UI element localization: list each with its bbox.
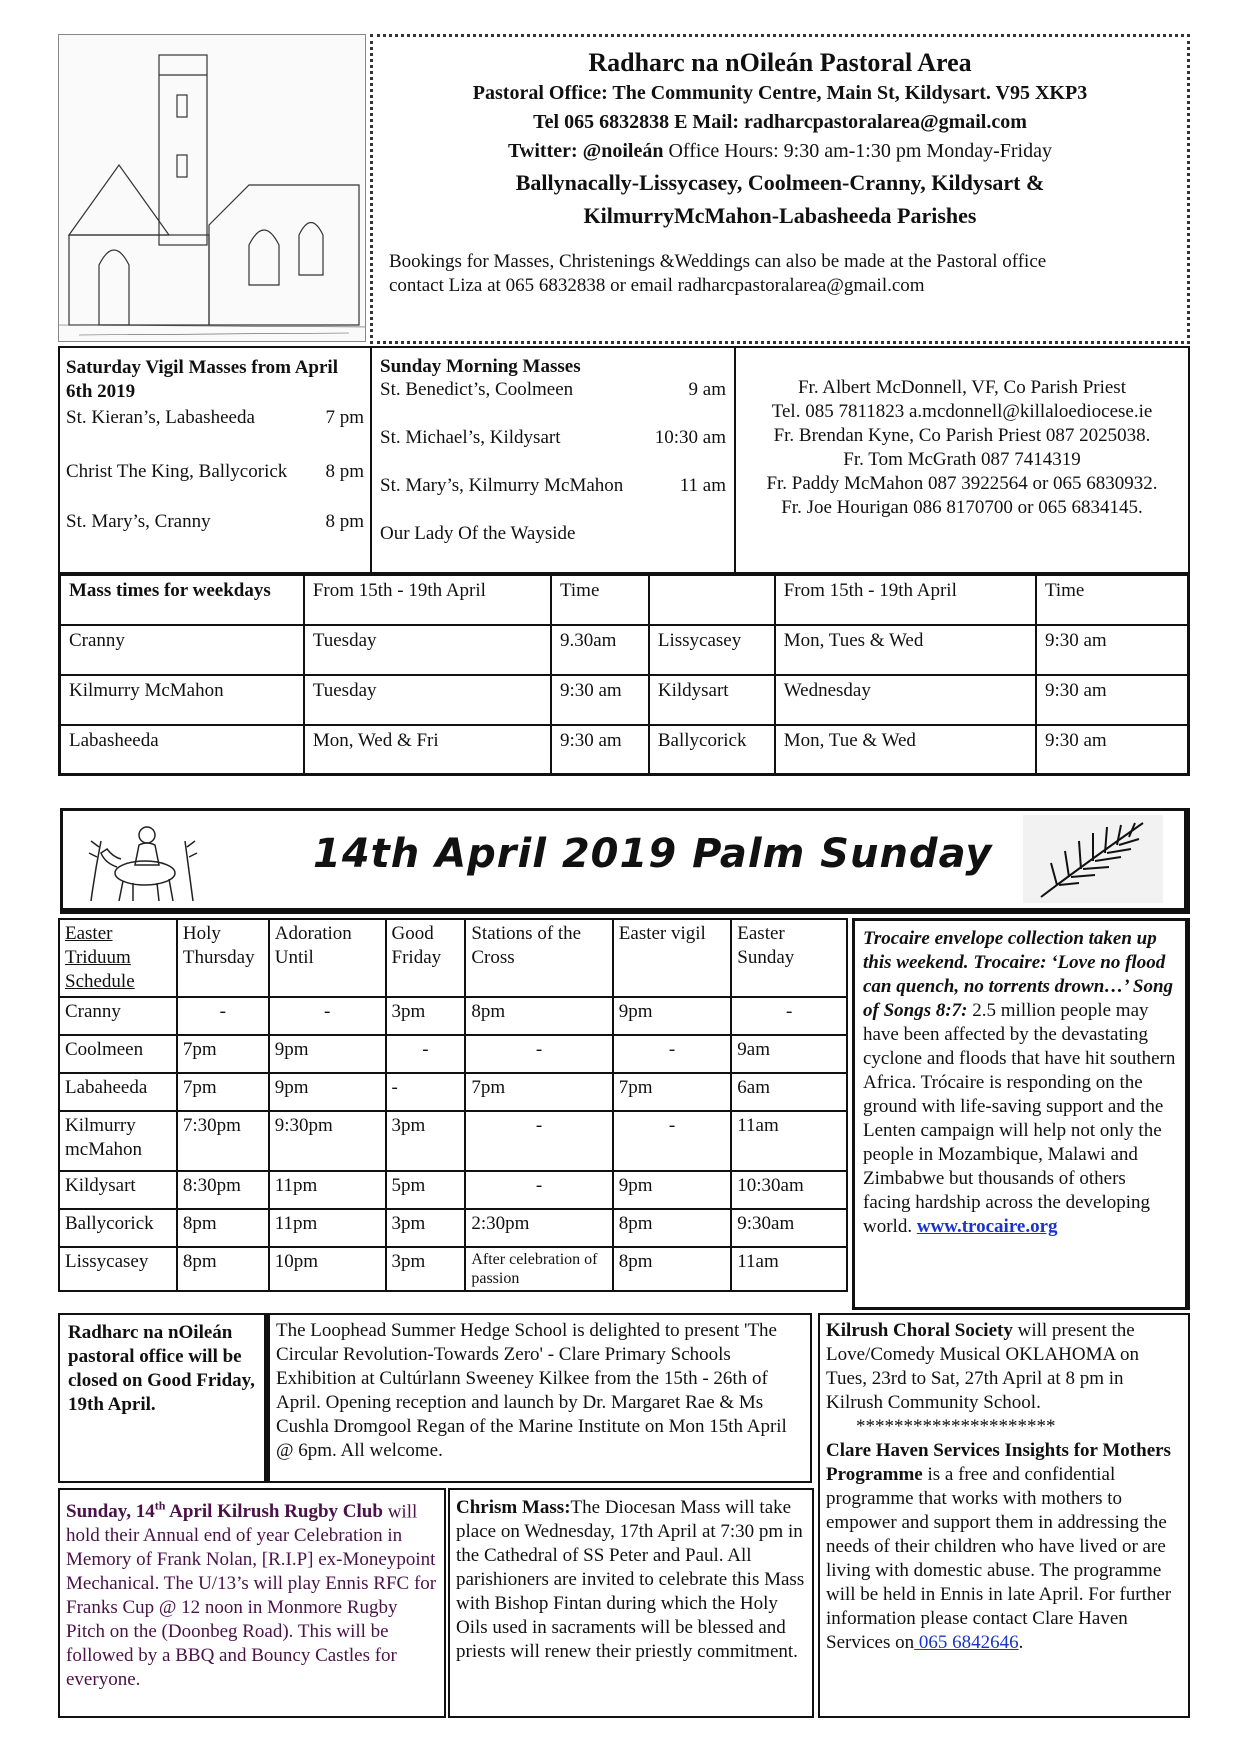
table-cell: 8pm	[465, 997, 612, 1035]
table-cell: 11pm	[269, 1171, 386, 1209]
sunday-row	[380, 426, 726, 450]
trocaire-intro: Trocaire envelope collection taken up this weekend.	[863, 928, 1157, 973]
table-cell: Labaheeda	[59, 1073, 177, 1111]
table-cell: Wednesday	[775, 675, 1036, 725]
table-cell: 9.30am	[551, 625, 649, 675]
table-header-row	[59, 919, 847, 997]
palm-leaf-icon	[1023, 815, 1163, 903]
table-cell: 7:30pm	[177, 1111, 269, 1171]
priest-line: Fr. Albert McDonnell, VF, Co Parish Priest	[797, 377, 1126, 398]
table-cell: 9:30 am	[551, 675, 649, 725]
table-cell: Cranny	[59, 997, 177, 1035]
table-row	[60, 675, 1189, 725]
table-cell: 7pm	[613, 1073, 731, 1111]
table-cell: 8pm	[613, 1247, 731, 1291]
rugby-heading	[66, 1501, 383, 1522]
table-row	[59, 1209, 847, 1247]
table-cell: 9:30 am	[551, 725, 649, 775]
table-cell: Kildysart	[59, 1171, 177, 1209]
office-contact: Tel 065 6832838 E Mail: radharcpastoralarea@gmail.com	[533, 111, 1027, 133]
hedge-school-notice: The Loophead Summer Hedge School is delighted to present 'The Circular Revolution-Towards Zero' - Clare Primary Schools Exhibition at Cultúrlann Sweeney Kilkee from the 15th - 26th of April. Opening reception and launch by Dr. Margaret Rae & Ms Cushla Dromgool Regan of the Marine Institute on Mon 15th April @ 6pm. All welcome.	[268, 1313, 812, 1483]
trocaire-body: 2.5 million people may have been affected by the devastating cyclone and floods that have hit southern Africa. Trócaire is responding on the ground with life-saving support and the Lenten campaign will help not only the people in Mozambique, Malawi and Zimbabwe but thousands of others facing hardship across the developing world.	[863, 1000, 1176, 1237]
chrism-mass-notice	[448, 1488, 814, 1718]
church-name: St. Kieran’s, Labasheeda	[66, 407, 255, 428]
rugby-heading-date: Sunday, 14	[66, 1501, 155, 1523]
chrism-body: The Diocesan Mass will take place on Wednesday, 17th April at 7:30 pm in the Cathedral of SS Peter and Paul. All parishioners are invited to celebrate this Mass with Bishop Fintan during which the Holy Oils used in sacraments will be blessed and priests will renew their priestly commitment.	[456, 1497, 805, 1662]
table-cell: 7pm	[177, 1073, 269, 1111]
bookings-line-1: Bookings for Masses, Christenings &Weddings can also be made at the Pastoral office	[389, 251, 1047, 272]
mass-time: 8 pm	[325, 511, 364, 532]
sunday-row	[380, 378, 726, 402]
table-header: Easter Sunday	[731, 919, 847, 997]
table-header	[649, 575, 775, 625]
table-cell: Coolmeen	[59, 1035, 177, 1073]
table-cell: -	[465, 1111, 612, 1171]
table-cell: -	[386, 1073, 466, 1111]
table-row	[59, 1073, 847, 1111]
table-cell: 3pm	[386, 1209, 466, 1247]
clare-haven-end: .	[1018, 1632, 1024, 1653]
office-closed-notice: Radharc na nOileán pastoral office will be closed on Good Friday, 19th April.	[58, 1313, 268, 1483]
table-cell: 8pm	[177, 1247, 269, 1291]
twitter-hours	[373, 137, 1187, 166]
table-cell: -	[465, 1035, 612, 1073]
table-header: Mass times for weekdays	[60, 575, 304, 625]
table-cell: 9:30 am	[1036, 725, 1189, 775]
mass-time: 11 am	[679, 475, 726, 496]
easter-triduum-table	[58, 918, 848, 1292]
saturday-row	[66, 406, 364, 430]
trocaire-notice	[852, 918, 1190, 1310]
saturday-row	[66, 460, 364, 484]
choral-heading: Kilrush Choral Society	[826, 1320, 1013, 1341]
header-info-box	[370, 34, 1190, 344]
table-cell: Kilmurry mcMahon	[59, 1111, 177, 1171]
priest-line: Tel. 085 7811823 a.mcdonnell@killaloediocese.ie	[771, 401, 1153, 422]
table-header-row	[60, 575, 1189, 625]
table-header: Good Friday	[386, 919, 466, 997]
clare-haven-body: is a free and confidential programme that works with mothers to empower and support them in addressing the needs of their children who have lived or are living with domestic abuse. The programme will be held in Ennis in late April. For further information please contact Clare Haven Services on	[826, 1464, 1172, 1653]
table-cell: Lissycasey	[59, 1247, 177, 1291]
church-ruin-illustration	[58, 34, 366, 342]
table-cell: -	[177, 997, 269, 1035]
table-cell: 11am	[731, 1247, 847, 1291]
saturday-vigil-column	[60, 348, 372, 572]
church-name: St. Mary’s, Kilmurry McMahon	[380, 475, 624, 496]
table-cell: -	[731, 997, 847, 1035]
priest-line: Fr. Joe Hourigan 086 8170700 or 065 6834145.	[781, 497, 1143, 518]
priest-line: Fr. Brendan Kyne, Co Parish Priest 087 2025038.	[773, 425, 1151, 446]
table-header: Holy Thursday	[177, 919, 269, 997]
sunday-row	[380, 474, 726, 498]
table-header: From 15th - 19th April	[775, 575, 1036, 625]
table-header: Easter vigil	[613, 919, 731, 997]
table-cell: Kilmurry McMahon	[60, 675, 304, 725]
church-name: St. Mary’s, Cranny	[66, 511, 211, 532]
table-cell: -	[613, 1035, 731, 1073]
church-name: Our Lady Of the Wayside	[380, 523, 576, 544]
table-cell: Kildysart	[649, 675, 775, 725]
table-cell: -	[386, 1035, 466, 1073]
table-cell: 3pm	[386, 1111, 466, 1171]
sunday-row	[380, 522, 726, 546]
church-name: Christ The King, Ballycorick	[66, 461, 288, 482]
priest-line: Fr. Tom McGrath 087 7414319	[843, 449, 1081, 470]
table-cell: After celebration of passion	[465, 1247, 612, 1291]
table-cell: Ballycorick	[649, 725, 775, 775]
table-cell: 6am	[731, 1073, 847, 1111]
mass-time: 7 pm	[325, 407, 364, 428]
table-cell: 3pm	[386, 1247, 466, 1291]
table-cell: 8pm	[177, 1209, 269, 1247]
table-cell: Mon, Wed & Fri	[304, 725, 551, 775]
weekday-mass-table	[58, 573, 1190, 776]
sunday-morning-column	[372, 348, 736, 572]
office-address: Pastoral Office: The Community Centre, Main St, Kildysart. V95 XKP3	[472, 82, 1088, 104]
banner-title: 14th April 2019 Palm Sunday	[313, 831, 993, 877]
priest-line: Fr. Paddy McMahon 087 3922564 or 065 6830932.	[766, 473, 1158, 494]
table-cell: 9:30am	[731, 1209, 847, 1247]
table-cell: 9pm	[613, 997, 731, 1035]
table-cell: 9:30 am	[1036, 625, 1189, 675]
table-row	[59, 997, 847, 1035]
table-cell: 2:30pm	[465, 1209, 612, 1247]
rugby-club-notice	[58, 1488, 446, 1718]
table-cell: 11am	[731, 1111, 847, 1171]
saturday-row	[66, 510, 364, 534]
parishes-line-1: Ballynacally-Lissycasey, Coolmeen-Cranny, Kildysart &	[515, 170, 1045, 195]
table-cell: 7pm	[465, 1073, 612, 1111]
table-header: Stations of the Cross	[465, 919, 612, 997]
choral-body: will present the Love/Comedy Musical OKLAHOMA on Tues, 23rd to Sat, 27th April at 8 pm in Kilrush Community School.	[826, 1320, 1139, 1413]
table-cell: -	[465, 1171, 612, 1209]
table-row	[59, 1171, 847, 1209]
sunday-heading: Sunday Morning Masses	[380, 356, 581, 377]
mass-time: 10:30 am	[654, 427, 726, 448]
donkey-procession-icon	[83, 817, 203, 905]
divider-stars: *********************	[856, 1416, 1056, 1437]
table-header: From 15th - 19th April	[304, 575, 551, 625]
table-cell: 10:30am	[731, 1171, 847, 1209]
table-cell: Mon, Tues & Wed	[775, 625, 1036, 675]
table-row	[60, 725, 1189, 775]
table-cell: 11pm	[269, 1209, 386, 1247]
table-cell: Tuesday	[304, 625, 551, 675]
church-name: St. Benedict’s, Coolmeen	[380, 379, 574, 400]
table-cell: 10pm	[269, 1247, 386, 1291]
table-header: Time	[551, 575, 649, 625]
table-cell: 9pm	[269, 1035, 386, 1073]
chrism-heading: Chrism Mass:	[456, 1497, 571, 1518]
table-cell: 3pm	[386, 997, 466, 1035]
table-cell: Tuesday	[304, 675, 551, 725]
rugby-heading-club: April Kilrush Rugby Club	[165, 1501, 383, 1523]
trocaire-quote: Trocaire: ‘Love no flood can quench, no torrents drown…’ Song of Songs 8:7:	[863, 952, 1174, 1021]
twitter-handle: Twitter: @noileán	[508, 140, 664, 162]
page-title: Radharc na nOileán Pastoral Area	[588, 48, 972, 77]
priests-column	[736, 348, 1188, 572]
table-cell: Mon, Tue & Wed	[775, 725, 1036, 775]
table-header: Time	[1036, 575, 1189, 625]
table-cell: 8:30pm	[177, 1171, 269, 1209]
rugby-heading-ordinal: th	[154, 1499, 166, 1513]
table-cell: Lissycasey	[649, 625, 775, 675]
table-cell: 8pm	[613, 1209, 731, 1247]
table-cell: 7pm	[177, 1035, 269, 1073]
table-row	[60, 625, 1189, 675]
mass-time: 9 am	[688, 379, 726, 400]
trocaire-link[interactable]: www.trocaire.org	[916, 1216, 1058, 1237]
bookings-line-2: contact Liza at 065 6832838 or email radharcpastoralarea@gmail.com	[389, 275, 925, 296]
bookings-note	[373, 240, 1187, 298]
table-cell: Labasheeda	[60, 725, 304, 775]
table-cell: 9am	[731, 1035, 847, 1073]
mass-time: 8 pm	[325, 461, 364, 482]
rugby-body: will hold their Annual end of year Celebration in Memory of Frank Nolan, [R.I.P] ex-Moneypoint Mechanical. The U/13’s will play Ennis RFC for Franks Cup @ 12 noon in Monmore Rugby Pitch on the (Doonbeg Road). This will be followed by a BBQ and Bouncy Castles for everyone.	[66, 1501, 437, 1691]
table-cell: -	[269, 997, 386, 1035]
clare-haven-phone-link[interactable]: 065 6842646	[914, 1632, 1019, 1653]
table-row	[59, 1035, 847, 1073]
table-header: Adoration Until	[269, 919, 386, 997]
table-cell: Cranny	[60, 625, 304, 675]
saturday-heading: Saturday Vigil Masses from April 6th 2019	[66, 357, 338, 402]
table-cell: 9pm	[613, 1171, 731, 1209]
mass-times-box	[58, 346, 1190, 574]
table-cell: -	[613, 1111, 731, 1171]
table-cell: 5pm	[386, 1171, 466, 1209]
office-hours: Office Hours: 9:30 am-1:30 pm Monday-Friday	[668, 140, 1052, 162]
clare-haven-heading: Clare Haven Services Insights for Mothers Programme	[826, 1440, 1171, 1485]
table-row	[59, 1247, 847, 1291]
table-cell: Ballycorick	[59, 1209, 177, 1247]
parishes-line-2: KilmurryMcMahon-Labasheeda Parishes	[583, 203, 977, 228]
palm-sunday-banner	[60, 808, 1190, 914]
table-cell: 9:30pm	[269, 1111, 386, 1171]
church-name: St. Michael’s, Kildysart	[380, 427, 561, 448]
table-cell: 9:30 am	[1036, 675, 1189, 725]
table-header: Easter Triduum Schedule	[59, 919, 177, 997]
table-cell: 9pm	[269, 1073, 386, 1111]
choral-and-clare-haven-notice	[818, 1313, 1190, 1718]
table-row	[59, 1111, 847, 1171]
